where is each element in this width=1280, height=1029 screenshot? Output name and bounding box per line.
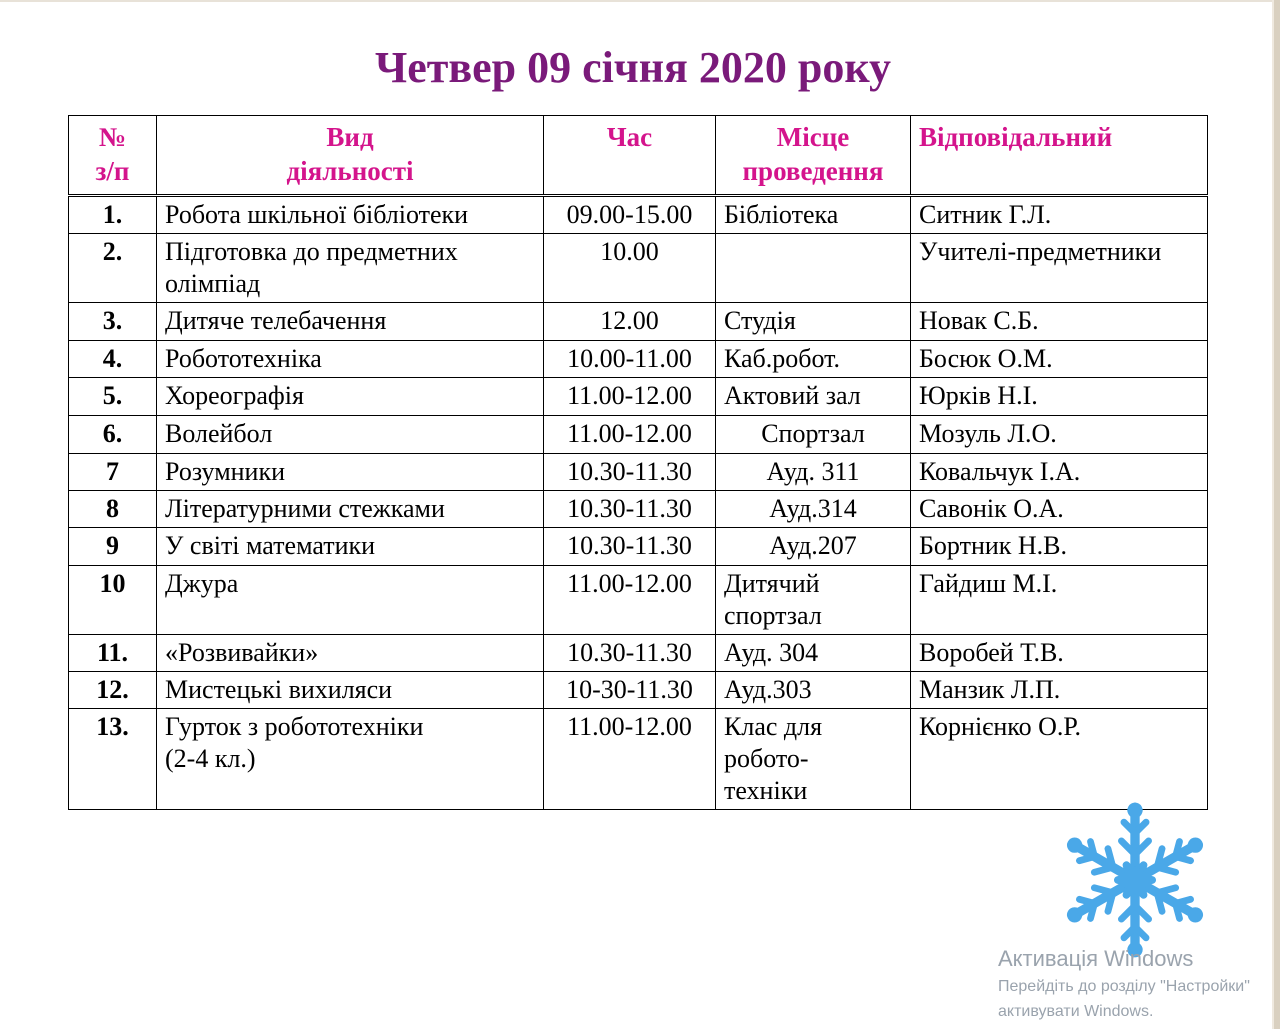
time-value: 09.00-15.00 [566,200,693,229]
responsible-name: Новак С.Б. [919,306,1039,335]
place-cell [716,672,911,709]
responsible-name: Учителі-предметники [919,237,1162,266]
header-time [544,116,716,196]
header-time-label: Час [606,122,653,152]
row-number: 8 [106,494,119,523]
row-number: 10 [99,569,126,598]
table-header-row [69,116,1208,196]
time-cell [544,635,716,672]
header-place-line2: проведення [742,156,884,186]
responsible-cell [911,635,1208,672]
responsible-name: Мозуль Л.О. [919,419,1057,448]
activity-cell [157,672,544,709]
activity-cell [157,234,544,303]
time-cell [544,341,716,378]
responsible-cell [911,528,1208,566]
time-cell [544,491,716,528]
time-value: 12.00 [600,306,659,335]
time-cell [544,709,716,810]
activity-line1: Гурток з робототехніки [165,712,424,741]
activity-line1: Мистецькі вихиляси [165,675,393,704]
activity-line1: Дитяче телебачення [165,306,387,335]
activity-line2: (2-4 кл.) [165,744,256,773]
row-number-cell [69,341,157,378]
activity-line1: Робота шкільної бібліотеки [165,200,469,229]
responsible-cell [911,491,1208,528]
responsible-name: Бортник Н.В. [919,531,1068,560]
place-cell [716,416,911,454]
activity-cell [157,566,544,635]
place-cell [716,528,911,566]
place-line2: спортзал [724,601,822,630]
responsible-cell [911,196,1208,234]
time-cell [544,378,716,416]
table-row [69,196,1208,234]
row-number: 12. [96,675,129,704]
responsible-cell [911,566,1208,635]
activity-line1: Джура [165,569,239,598]
table-row [69,303,1208,341]
table-row [69,341,1208,378]
header-activity [157,116,544,196]
activity-cell [157,196,544,234]
activity-cell [157,635,544,672]
activity-line2: олімпіад [165,269,261,298]
activity-cell [157,378,544,416]
place-line1: Каб.робот. [724,344,841,373]
row-number: 5. [102,381,123,410]
header-responsible [911,116,1208,196]
time-value: 11.00-12.00 [567,712,692,741]
time-cell [544,528,716,566]
activity-cell [157,454,544,491]
time-value: 10-30-11.30 [566,675,693,704]
row-number-cell [69,635,157,672]
place-cell [716,378,911,416]
responsible-name: Корнієнко О.Р. [919,712,1082,741]
activity-line1: Підготовка до предметних [165,237,458,266]
responsible-cell [911,378,1208,416]
windows-activation-watermark [998,944,1250,1024]
responsible-name: Юрків Н.І. [919,381,1038,410]
place-line1: Ауд.303 [724,675,812,704]
place-cell [716,303,911,341]
time-value: 10.00-11.00 [567,344,692,373]
row-number: 2. [102,237,123,266]
time-value: 11.00-12.00 [567,569,692,598]
table-row [69,378,1208,416]
activity-line1: Розумники [165,457,286,486]
place-line1: Студія [724,306,796,335]
row-number: 11. [96,638,129,667]
table-row [69,491,1208,528]
activity-cell [157,341,544,378]
time-cell [544,234,716,303]
header-responsible-label: Відповідальний [919,122,1113,152]
time-cell [544,303,716,341]
table-row [69,416,1208,454]
activity-cell [157,491,544,528]
header-number [69,116,157,196]
place-cell [716,491,911,528]
place-line3: техніки [724,776,808,805]
responsible-cell [911,303,1208,341]
header-activity-line1: Вид [326,122,374,152]
row-number: 4. [102,344,123,373]
page-right-border [1274,0,1280,1029]
time-value: 10.30-11.30 [567,457,692,486]
snowflake-icon [1050,795,1220,965]
row-number-cell [69,491,157,528]
place-line1: Ауд. 304 [724,638,819,667]
time-value: 11.00-12.00 [567,419,692,448]
time-value: 11.00-12.00 [567,381,692,410]
place-cell [716,234,911,303]
activity-line1: «Розвивайки» [165,638,319,667]
activity-line1: Волейбол [165,419,273,448]
time-value: 10.00 [600,237,659,266]
place-cell [716,196,911,234]
header-number-line1: № [98,122,127,152]
place-line1: Актовий зал [724,381,861,410]
place-line1: Ауд.207 [769,531,857,560]
row-number-cell [69,709,157,810]
table-row [69,709,1208,810]
table-row [69,672,1208,709]
place-cell [716,341,911,378]
row-number-cell [69,196,157,234]
activity-cell [157,303,544,341]
time-cell [544,566,716,635]
row-number: 1. [102,200,123,229]
place-line1: Ауд. 311 [766,457,860,486]
responsible-cell [911,341,1208,378]
row-number-cell [69,566,157,635]
activity-line1: Робототехніка [165,344,322,373]
page-title: Четвер 09 січня 2020 року [374,43,892,92]
place-line1: Ауд.314 [769,494,857,523]
row-number-cell [69,416,157,454]
place-cell [716,709,911,810]
time-cell [544,672,716,709]
responsible-cell [911,234,1208,303]
row-number-cell [69,454,157,491]
header-place [716,116,911,196]
time-cell [544,196,716,234]
time-value: 10.30-11.30 [567,531,692,560]
responsible-cell [911,672,1208,709]
responsible-name: Гайдиш М.І. [919,569,1058,598]
snowflake-graphic [1050,795,1220,965]
row-number-cell [69,303,157,341]
responsible-name: Босюк О.М. [919,344,1053,373]
responsible-name: Манзик Л.П. [919,675,1061,704]
activity-line1: У світі математики [165,531,376,560]
page-top-border [0,0,1280,2]
table-row [69,635,1208,672]
place-cell [716,566,911,635]
row-number: 3. [102,306,123,335]
responsible-name: Ситник Г.Л. [919,200,1052,229]
row-number-cell [69,234,157,303]
row-number: 7 [106,457,119,486]
row-number-cell [69,528,157,566]
row-number-cell [69,378,157,416]
place-line1: Дитячий [724,569,820,598]
watermark-line1: Перейдіть до розділу "Настройки" [998,978,1250,995]
row-number-cell [69,672,157,709]
time-cell [544,416,716,454]
place-cell [716,454,911,491]
responsible-name: Воробей Т.В. [919,638,1064,667]
time-value: 10.30-11.30 [567,494,692,523]
header-activity-line2: діяльності [286,156,414,186]
responsible-cell [911,416,1208,454]
place-line1: Спортзал [761,419,865,448]
table-row [69,234,1208,303]
responsible-cell [911,454,1208,491]
row-number: 6. [102,419,123,448]
place-line2: робото- [724,744,809,773]
activity-line1: Хореографія [165,381,304,410]
responsible-name: Савонік О.А. [919,494,1064,523]
table-row [69,454,1208,491]
activity-cell [157,416,544,454]
activity-cell [157,528,544,566]
activity-line1: Літературними стежками [165,494,445,523]
row-number: 9 [106,531,119,560]
watermark-title: Активація Windows [998,946,1194,971]
table-row [69,566,1208,635]
watermark-line2: активувати Windows. [998,1003,1154,1020]
time-value: 10.30-11.30 [567,638,692,667]
schedule-table [68,115,1208,810]
table-row [69,528,1208,566]
header-number-line2: з/п [95,156,130,186]
place-line1: Бібліотека [724,200,839,229]
header-place-line1: Місце [776,122,850,152]
activity-cell [157,709,544,810]
place-cell [716,635,911,672]
responsible-name: Ковальчук І.А. [919,457,1081,486]
place-line1: Клас для [724,712,823,741]
time-cell [544,454,716,491]
row-number: 13. [96,712,129,741]
